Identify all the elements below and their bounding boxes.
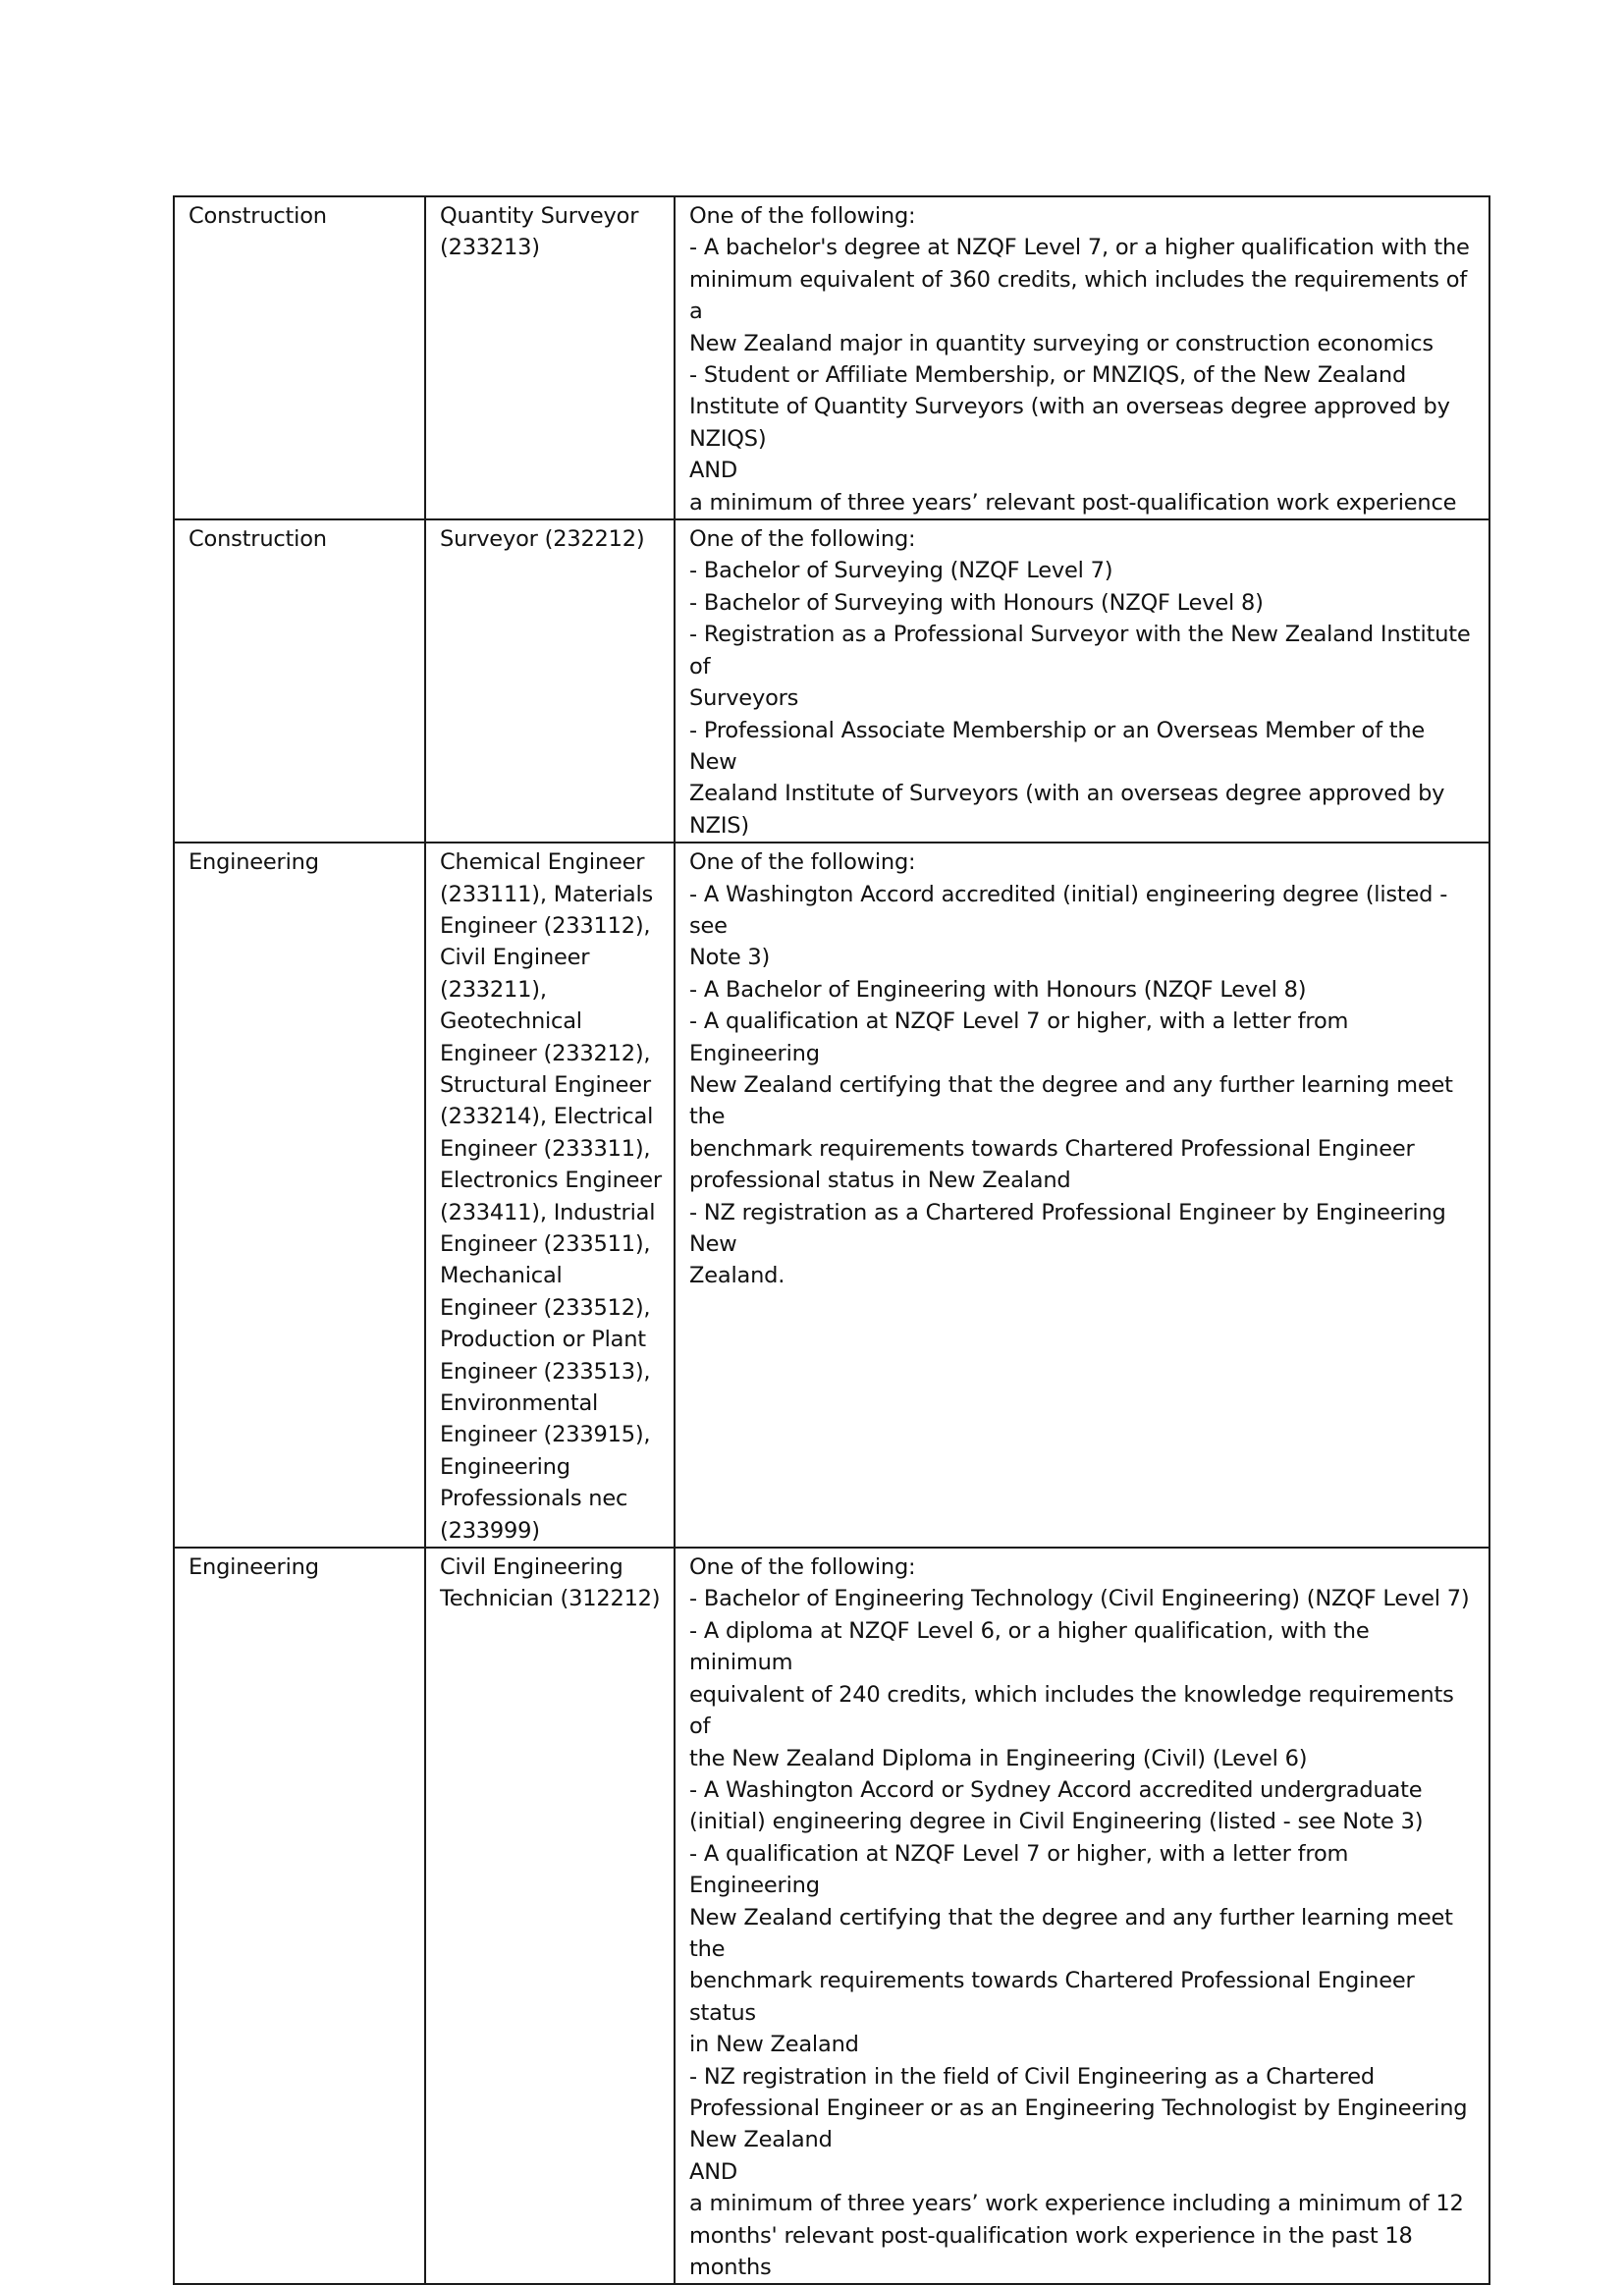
requirement-line: - NZ registration in the field of Civil Engineering as a Chartered (689, 2063, 1375, 2090)
requirement-line: New Zealand (689, 2127, 833, 2153)
requirements-cell (675, 843, 1489, 1548)
occupation-cell (425, 196, 675, 519)
table-row (174, 519, 1489, 843)
requirement-line: months (689, 2255, 772, 2280)
occupation-line: Engineer (233212), (440, 1040, 651, 1066)
occupation-line: Technician (312212) (440, 1586, 661, 1612)
requirement-line: Surveyors (689, 685, 799, 712)
requirement-line: - Bachelor of Surveying (NZQF Level 7) (689, 558, 1113, 584)
occupation-line: Engineer (233311), (440, 1135, 651, 1162)
requirement-line: minimum equivalent of 360 credits, which includes the requirements of a (689, 266, 1475, 325)
requirement-line: New Zealand major in quantity surveying or construction economics (689, 330, 1434, 356)
requirement-line: Note 3) (689, 945, 771, 971)
requirement-line: - A diploma at NZQF Level 6, or a higher qualification, with the minimum (689, 1617, 1377, 1676)
occupation-line: Engineer (233513), (440, 1358, 651, 1385)
table-row (174, 1548, 1489, 2284)
occupation-line: (233214), Electrical (440, 1104, 654, 1130)
sector-text: Construction (189, 526, 327, 553)
requirement-line: One of the following: (689, 849, 916, 876)
requirement-line: One of the following: (689, 203, 916, 229)
occupation-line: Production or Plant (440, 1327, 646, 1353)
requirement-line: - A bachelor's degree at NZQF Level 7, or a higher qualification with the (689, 235, 1470, 261)
occupation-line: Electronics Engineer (440, 1168, 662, 1194)
requirement-line: One of the following: (689, 526, 916, 553)
requirement-line: months' relevant post-qualification work experience in the past 18 (689, 2222, 1413, 2249)
occupation-line: Geotechnical (440, 1008, 582, 1035)
table-row (174, 843, 1489, 1548)
requirement-line: Institute of Quantity Surveyors (with an overseas degree approved by (689, 394, 1450, 420)
requirement-line: the New Zealand Diploma in Engineering (Civil) (Level 6) (689, 1745, 1308, 1771)
sector-cell (174, 196, 425, 519)
occupation-line: Civil Engineer (440, 945, 590, 971)
occupation-line: (233999) (440, 1517, 540, 1544)
occupation-line: (233411), Industrial (440, 1199, 656, 1225)
requirement-line: - Bachelor of Engineering Technology (Civil Engineering) (NZQF Level 7) (689, 1586, 1470, 1612)
occupation-line: (233211), (440, 976, 547, 1003)
occupation-line: (233111), Materials (440, 881, 654, 907)
requirement-line: in New Zealand (689, 2032, 859, 2058)
requirement-line: professional status in New Zealand (689, 1168, 1071, 1194)
sector-text: Engineering (189, 1554, 319, 1581)
occupation-cell (425, 1548, 675, 2284)
requirement-line: Zealand. (689, 1263, 785, 1289)
sector-cell (174, 519, 425, 843)
requirement-line: NZIQS) (689, 425, 767, 452)
requirement-line: - Professional Associate Membership or an Overseas Member of the New (689, 717, 1433, 775)
occupation-line: Professionals nec (440, 1486, 628, 1512)
requirement-line: - A qualification at NZQF Level 7 or higher, with a letter from Engineering (689, 1840, 1356, 1899)
requirement-line: a minimum of three years’ work experience including a minimum of 12 (689, 2191, 1464, 2217)
occupation-line: Surveyor (232212) (440, 526, 645, 553)
occupation-line: Engineer (233511), (440, 1231, 651, 1257)
requirement-line: equivalent of 240 credits, which includes the knowledge requirements of (689, 1681, 1461, 1740)
occupation-cell (425, 519, 675, 843)
requirement-line: - A qualification at NZQF Level 7 or higher, with a letter from Engineering (689, 1008, 1356, 1066)
requirement-line: NZIS) (689, 812, 749, 839)
occupation-line: Engineer (233512), (440, 1294, 651, 1321)
requirement-line: One of the following: (689, 1554, 916, 1581)
occupation-line: Civil Engineering (440, 1554, 623, 1581)
requirement-line: - Bachelor of Surveying with Honours (NZQF Level 8) (689, 589, 1264, 616)
table-row (174, 196, 1489, 519)
occupation-line: Chemical Engineer (440, 849, 645, 876)
requirement-line: New Zealand certifying that the degree and any further learning meet the (689, 1071, 1460, 1130)
occupation-line: Quantity Surveyor (440, 203, 639, 229)
requirement-line: benchmark requirements towards Chartered Professional Engineer status (689, 1968, 1422, 2026)
requirements-cell (675, 1548, 1489, 2284)
requirement-line: - Student or Affiliate Membership, or MNZIQS, of the New Zealand (689, 362, 1407, 389)
requirement-line: benchmark requirements towards Chartered Professional Engineer (689, 1135, 1415, 1162)
requirement-line: (initial) engineering degree in Civil Engineering (listed - see Note 3) (689, 1809, 1424, 1835)
requirement-line: - A Washington Accord accredited (initial) engineering degree (listed - see (689, 881, 1455, 939)
occupation-cell (425, 843, 675, 1548)
occupation-line: Engineer (233915), (440, 1422, 651, 1448)
requirement-line: Zealand Institute of Surveyors (with an overseas degree approved by (689, 781, 1445, 807)
occupation-line: Environmental (440, 1390, 599, 1417)
requirement-line: - A Bachelor of Engineering with Honours (NZQF Level 8) (689, 976, 1307, 1003)
requirement-line: AND (689, 2158, 737, 2185)
sector-text: Construction (189, 203, 327, 229)
occupation-line: (233213) (440, 235, 540, 261)
requirements-cell (675, 519, 1489, 843)
occupation-line: Mechanical (440, 1263, 563, 1289)
requirement-line: Professional Engineer or as an Engineering Technologist by Engineering (689, 2095, 1468, 2121)
sector-cell (174, 843, 425, 1548)
qualification-requirements-table (173, 195, 1490, 2285)
requirement-line: - Registration as a Professional Surveyor with the New Zealand Institute of (689, 622, 1478, 680)
requirements-cell (675, 196, 1489, 519)
requirement-line: - NZ registration as a Chartered Professional Engineer by Engineering New (689, 1199, 1453, 1257)
occupation-line: Engineering (440, 1453, 570, 1480)
requirement-line: - A Washington Accord or Sydney Accord accredited undergraduate (689, 1776, 1423, 1803)
sector-cell (174, 1548, 425, 2284)
requirement-line: a minimum of three years’ relevant post-qualification work experience (689, 489, 1457, 516)
sector-text: Engineering (189, 849, 319, 876)
requirement-line: AND (689, 458, 737, 484)
requirement-line: New Zealand certifying that the degree and any further learning meet the (689, 1904, 1460, 1962)
occupation-line: Structural Engineer (440, 1071, 651, 1098)
occupation-line: Engineer (233112), (440, 912, 651, 939)
